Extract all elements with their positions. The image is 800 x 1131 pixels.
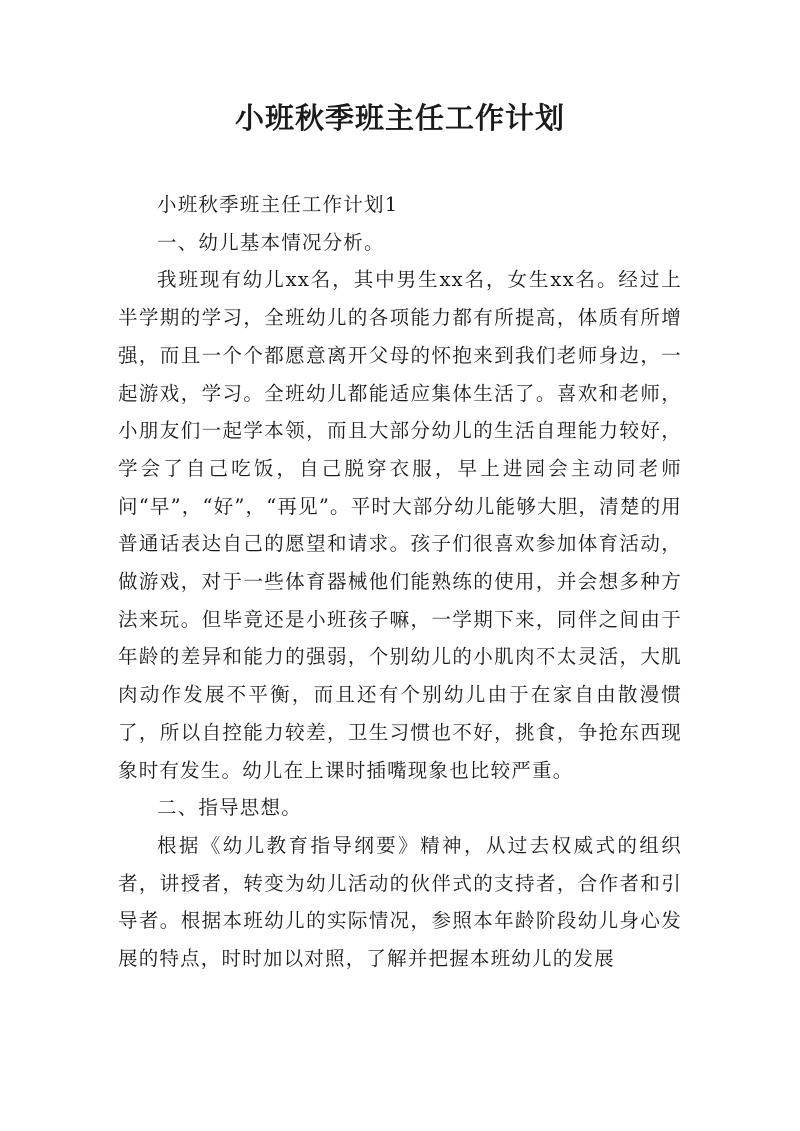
section-heading-2: 二、指导思想。 — [157, 796, 302, 820]
document-title: 小班秋季班主任工作计划 — [234, 101, 565, 135]
body-paragraph: 根据《幼儿教育指导纲要》精神，从过去权威式的组织者，讲授者，转变为幼儿活动的伙伴式的支持者，合作者和引导者。根据本班幼儿的实际情况，参照本年龄阶段幼儿身心发展的特点，时时加以对照，了解并把握本班幼儿的发展 — [118, 833, 682, 971]
body-paragraph: 我班现有幼儿xx名，其中男生xx名，女生xx名。经过上半学期的学习，全班幼儿的各项能力都有所提高，体质有所增强，而且一个个都愿意离开父母的怀抱来到我们老师身边，一起游戏，学习。全班幼儿都能适应集体生活了。喜欢和老师，小朋友们一起学本领，而且大部分幼儿的生活自理能力较好，学会了自己吃饭，自己脱穿衣服，早上进园会主动同老师问“早”，“好”，“再见”。平时大部分幼儿能够大胆，清楚的用普通话表达自己的愿望和请求。孩子们很喜欢参加体育活动，做游戏，对于一些体育器械他们能熟练的使用，并会想多种方法来玩。但毕竟还是小班孩子嘛，一学期下来，同伴之间由于年龄的差异和能力的强弱，个别幼儿的小肌肉不太灵活，大肌肉动作发展不平衡，而且还有个别幼儿由于在家自由散漫惯了，所以自控能力较差，卫生习惯也不好，挑食，争抢东西现象时有发生。幼儿在上课时插嘴现象也比较严重。 — [118, 268, 682, 782]
section-heading-1: 一、幼儿基本情况分析。 — [157, 230, 385, 254]
subtitle-paragraph: 小班秋季班主任工作计划1 — [157, 193, 399, 216]
document-body — [118, 186, 682, 978]
